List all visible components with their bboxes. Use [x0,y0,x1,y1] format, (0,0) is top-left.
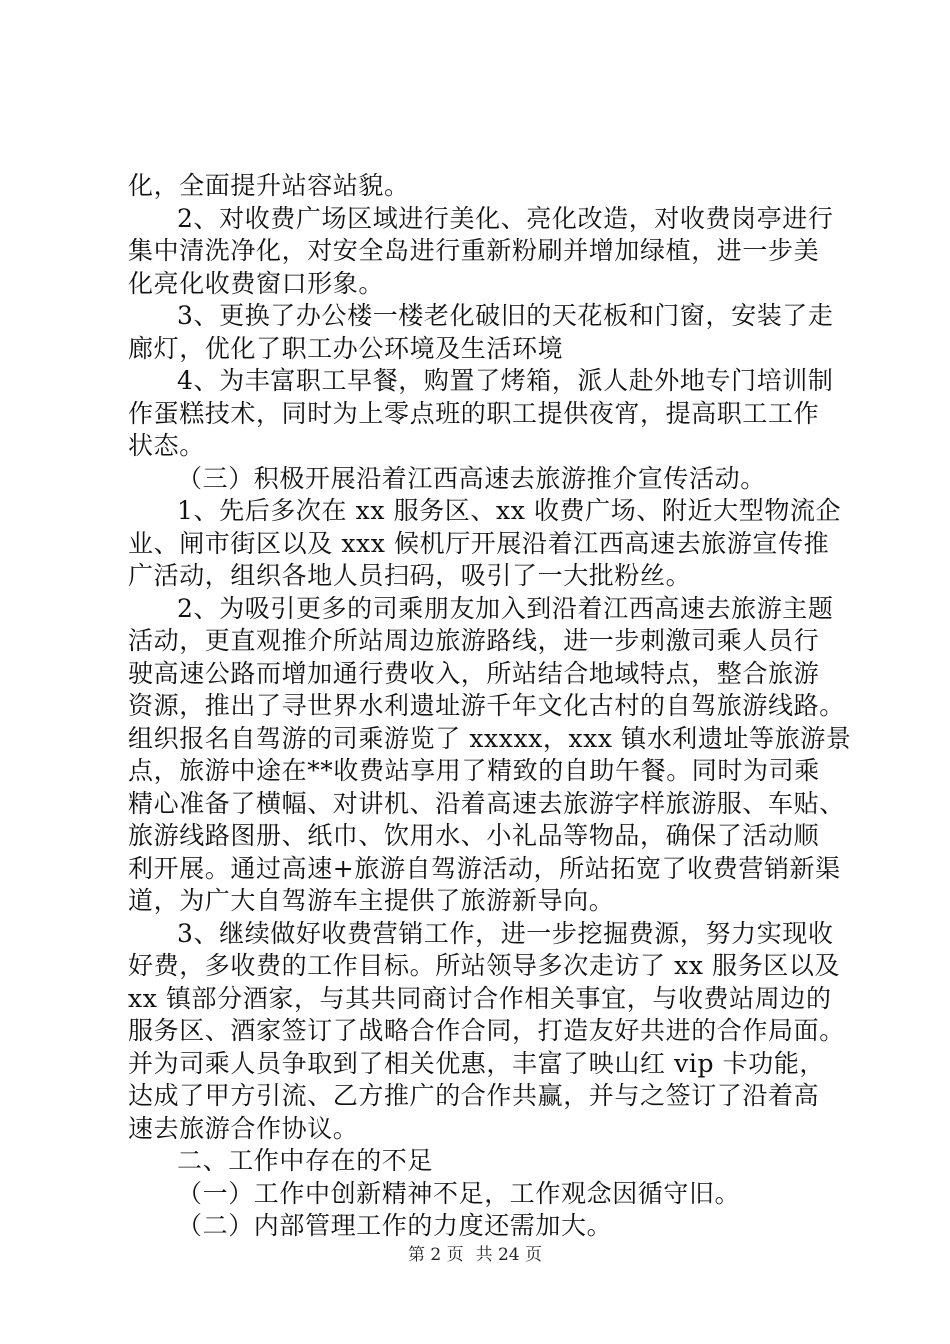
page-total: 共 24 页 [475,1245,543,1265]
text-line: 廊灯，优化了职工办公环境及生活环境 [128,333,564,363]
text-line: 状态。 [128,431,205,460]
section-heading-2: 二、工作中存在的不足 [177,1146,434,1175]
subsection-heading-2: （二）内部管理工作的力度还需加大。 [177,1211,613,1240]
paragraph-start-2: 2、为吸引更多的司乘朋友加入到沿着江西高速去旅游主题 [177,593,834,623]
paragraph-start-3: 3、继续做好收费营销工作，进一步挖掘费源，努力实现收 [177,918,834,948]
document-body [128,170,852,1243]
text-line: 集中清洗净化，对安全岛进行重新粉刷并增加绿植，进一步美 [128,236,820,265]
text-line: 广活动，组织各地人员扫码，吸引了一大批粉丝。 [128,561,692,590]
text-line: 作蛋糕技术，同时为上零点班的职工提供夜宵，提高职工工作 [128,398,820,428]
text-line: 旅游线路图册、纸巾、饮用水、小礼品等物品，确保了活动顺 [128,821,820,850]
paragraph-start-3: 3、更换了办公楼一楼老化破旧的天花板和门窗，安装了走 [177,301,834,330]
text-line: 资源，推出了寻世界水利遗址游千年文化古村的自驾旅游线路。 [128,691,845,720]
text-line: 化，全面提升站容站貌。 [128,171,410,200]
text-line: 驶高速公路而增加通行费收入，所站结合地域特点，整合旅游 [128,658,820,688]
text-line: 化亮化收费窗口形象。 [128,268,385,298]
text-line: 并为司乘人员争取到了相关优惠，丰富了映山红 vip 卡功能， [128,1048,826,1078]
subsection-heading-1: （一）工作中创新精神不足，工作观念因循守旧。 [177,1178,741,1208]
text-line: 速去旅游合作协议。 [128,1113,359,1143]
paragraph-start-4: 4、为丰富职工早餐，购置了烤箱，派人赴外地专门培训制 [177,366,834,395]
text-line: 业、闸市街区以及 xxx 候机厅开展沿着江西高速去旅游宣传推 [128,528,830,558]
text-line: 达成了甲方引流、乙方推广的合作共赢，并与之签订了沿着高 [128,1081,820,1110]
paragraph-start-2: 2、对收费广场区域进行美化、亮化改造，对收费岗亭进行 [177,203,834,233]
text-line: 精心准备了横幅、对讲机、沿着高速去旅游字样旅游服、车贴、 [128,788,845,818]
section-heading-3: （三）积极开展沿着江西高速去旅游推介宣传活动。 [177,463,766,493]
text-line: 活动，更直观推介所站周边旅游路线，进一步刺激司乘人员行 [128,626,820,655]
page-number: 第 2 页 [407,1245,464,1265]
text-line: 组织报名自驾游的司乘游览了 xxxxx，xxx 镇水利遗址等旅游景 [128,723,852,753]
text-line: xx 镇部分酒家，与其共同商讨合作相关事宜，与收费站周边的 [128,983,832,1013]
text-line: 点，旅游中途在**收费站享用了精致的自助午餐。同时为司乘 [128,756,820,785]
page-footer [0,1243,950,1267]
paragraph-start-1: 1、先后多次在 xx 服务区、xx 收费广场、附近大型物流企 [177,496,842,525]
text-line: 利开展。通过高速+旅游自驾游活动，所站拓宽了收费营销新渠 [128,853,841,883]
text-line: 服务区、酒家签订了战略合作合同，打造友好共进的合作局面。 [128,1016,845,1045]
text-line: 好费，多收费的工作目标。所站领导多次走访了 xx 服务区以及 [128,951,841,980]
text-line: 道，为广大自驾游车主提供了旅游新导向。 [128,886,615,915]
